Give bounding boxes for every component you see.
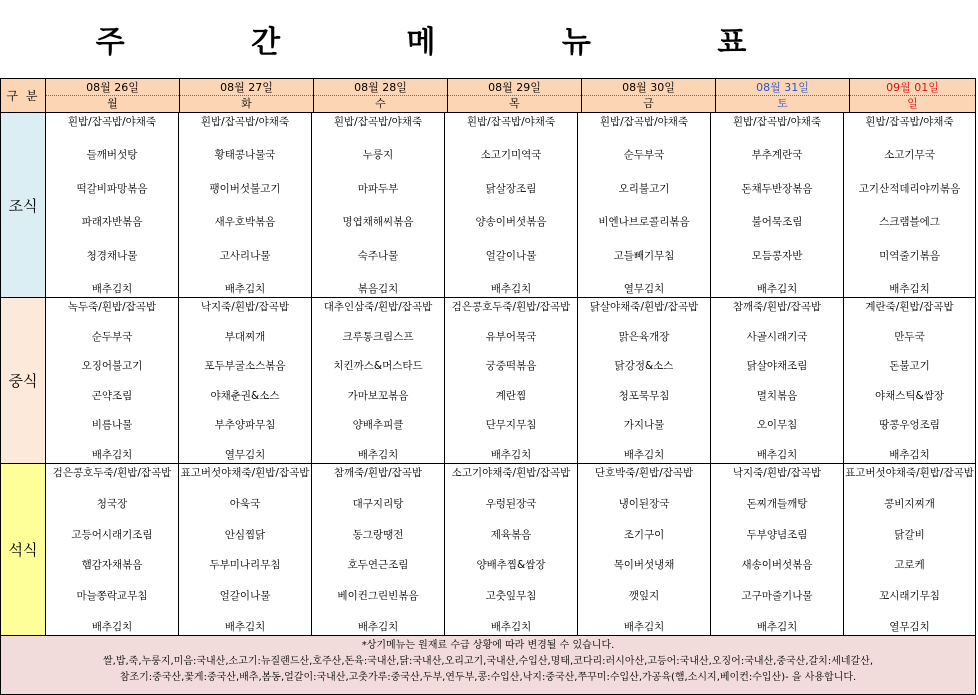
menu-item: 양배추피클 — [352, 419, 404, 432]
menu-item: 새우호박볶음 — [214, 216, 276, 229]
menu-item: 돈불고기 — [889, 360, 930, 373]
day-header-tue — [180, 79, 314, 112]
menu-cell — [179, 464, 312, 635]
footnote-line: 쌀,밥,죽,누룽지,미음:국내산,소고기:뉴질랜드산,호주산,돈육:국내산,닭:국내산,오리고기,국내산,수입산,명태,코다리:러시아산,고등어:국내산,오징어:국내산,중국산,갈치:세네갈산, — [102, 656, 874, 667]
menu-item: 오리불고기 — [618, 182, 670, 195]
menu-item: 불어묵조림 — [751, 216, 803, 229]
day-weekday: 화 — [241, 97, 252, 110]
day-date: 09월 01일 — [850, 80, 975, 96]
menu-item: 고로케 — [894, 559, 925, 572]
menu-item: 닭갈비 — [894, 528, 925, 541]
menu-item: 단무지무침 — [485, 419, 537, 432]
menu-item: 계란죽/흰밥/잡곡밥 — [865, 301, 954, 313]
menu-item: 들깨버섯탕 — [86, 149, 138, 162]
menu-item: 오이무침 — [756, 419, 798, 432]
day-header-wed — [314, 79, 448, 112]
meal-row-dinner — [1, 464, 975, 636]
day-header-sun — [850, 79, 975, 112]
menu-item: 닭살야채조림 — [746, 360, 808, 373]
menu-item: 닭살야채죽/흰밥/잡곡밥 — [589, 301, 699, 313]
menu-item: 배추김치 — [91, 448, 133, 461]
menu-item: 사골시래기국 — [746, 330, 808, 343]
menu-item: 단호박죽/흰밥/잡곡밥 — [594, 467, 694, 479]
menu-item: 맑은육개장 — [618, 330, 670, 343]
menu-cell — [711, 298, 844, 463]
menu-item: 마늘쫑락교무침 — [76, 590, 148, 603]
day-header-sat — [716, 79, 850, 112]
menu-item: 치킨까스&머스타드 — [333, 360, 423, 373]
menu-item: 부추양파무침 — [214, 419, 276, 432]
menu-item: 안심찜닭 — [224, 528, 266, 541]
table-header — [1, 79, 975, 113]
menu-item: 파래자반볶음 — [81, 216, 143, 229]
menu-item: 누룽지 — [362, 149, 394, 162]
menu-item: 배추김치 — [224, 620, 266, 633]
menu-item: 닭살장조림 — [485, 182, 537, 195]
menu-item: 궁중떡볶음 — [485, 360, 537, 373]
menu-item: 마파두부 — [357, 182, 399, 195]
day-date: 08월 26일 — [46, 80, 179, 96]
menu-item: 흰밥/잡곡밥/야채죽 — [333, 116, 423, 128]
day-date: 08월 28일 — [314, 80, 447, 96]
footnote — [1, 636, 975, 694]
menu-item: 고춧잎무침 — [485, 590, 537, 603]
menu-item: 부대찌개 — [224, 330, 266, 343]
menu-item: 떡갈비파망볶음 — [76, 182, 148, 195]
menu-cell — [445, 113, 578, 297]
menu-cell — [179, 298, 312, 463]
menu-cell — [312, 113, 445, 297]
menu-item: 배추김치 — [91, 620, 133, 633]
menu-item: 참깨죽/흰밥/잡곡밥 — [333, 467, 423, 479]
menu-item: 스크램블에그 — [879, 216, 940, 229]
menu-item: 두부미나리무침 — [209, 559, 281, 572]
menu-item: 모듬콩자반 — [751, 249, 803, 262]
menu-item: 황태콩나물국 — [214, 149, 276, 162]
day-header-thu — [448, 79, 582, 112]
menu-item: 팽이버섯불고기 — [209, 182, 281, 195]
menu-cell — [711, 464, 844, 635]
menu-item: 참깨죽/흰밥/잡곡밥 — [732, 301, 822, 313]
menu-item: 검은콩호두죽/흰밥/잡곡밥 — [52, 467, 172, 479]
menu-cell — [844, 298, 975, 463]
menu-item: 배추김치 — [756, 620, 798, 633]
day-date: 08월 29일 — [448, 80, 581, 96]
menu-item: 가지나물 — [623, 419, 665, 432]
menu-cell — [46, 298, 179, 463]
menu-item: 소고기무국 — [884, 149, 935, 162]
meal-row-breakfast — [1, 113, 975, 298]
menu-item: 열무김치 — [623, 282, 665, 295]
menu-item: 햄감자채볶음 — [81, 559, 143, 572]
menu-item: 표고버섯야채죽/흰밥/잡곡밥 — [180, 467, 310, 479]
day-date: 08월 30일 — [582, 80, 715, 96]
menu-item: 제육볶음 — [490, 528, 532, 541]
menu-item: 고사리나물 — [219, 249, 271, 262]
menu-item: 소고기미역국 — [480, 149, 542, 162]
menu-item: 흰밥/잡곡밥/야채죽 — [200, 116, 290, 128]
meal-row-lunch — [1, 298, 975, 464]
menu-item: 흰밥/잡곡밥/야채죽 — [67, 116, 157, 128]
menu-item: 얼갈이나물 — [485, 249, 537, 262]
day-header-mon — [46, 79, 180, 112]
menu-cell — [578, 464, 711, 635]
menu-item: 땅콩우엉조림 — [879, 419, 940, 432]
menu-item: 고들빼기무침 — [613, 249, 675, 262]
menu-item: 크루통크림스프 — [342, 330, 414, 343]
menu-item: 배추김치 — [623, 448, 665, 461]
day-date: 08월 31일 — [716, 80, 849, 96]
menu-item: 계란찜 — [495, 389, 527, 402]
menu-item: 비엔나브로콜리볶음 — [598, 216, 690, 229]
menu-item: 닭강정&소스 — [614, 360, 674, 373]
menu-item: 베이컨그린빈볶음 — [337, 590, 419, 603]
meal-label: 석식 — [1, 464, 46, 635]
menu-item: 청포묵무침 — [618, 389, 670, 402]
menu-item: 대구지리탕 — [352, 497, 404, 510]
menu-item: 오징어불고기 — [81, 360, 143, 373]
menu-item: 흰밥/잡곡밥/야채죽 — [865, 116, 954, 128]
menu-item: 볶음김치 — [357, 282, 399, 295]
menu-item: 유부어묵국 — [485, 330, 537, 343]
menu-cell — [46, 113, 179, 297]
menu-item: 흰밥/잡곡밥/야채죽 — [466, 116, 556, 128]
menu-item: 녹두죽/흰밥/잡곡밥 — [67, 301, 157, 313]
day-header-fri — [582, 79, 716, 112]
day-weekday: 월 — [107, 97, 118, 110]
menu-item: 청국장 — [96, 497, 128, 510]
menu-item: 목이버섯냉채 — [613, 559, 675, 572]
menu-item: 야채스틱&쌈장 — [874, 389, 945, 402]
menu-item: 순두부국 — [623, 149, 665, 162]
menu-item: 흰밥/잡곡밥/야채죽 — [599, 116, 689, 128]
menu-item: 낙지죽/흰밥/잡곡밥 — [200, 301, 290, 313]
menu-cell — [445, 464, 578, 635]
menu-item: 표고버섯야채죽/흰밥/잡곡밥 — [845, 467, 974, 479]
menu-cell — [578, 298, 711, 463]
menu-cell — [312, 464, 445, 635]
menu-cell — [179, 113, 312, 297]
menu-item: 얼갈이나물 — [219, 590, 271, 603]
menu-item: 양송이버섯볶음 — [475, 216, 547, 229]
menu-item: 동그랑땡전 — [352, 528, 404, 541]
menu-item: 조기구이 — [623, 528, 665, 541]
page-title: 주 간 메 뉴 표 — [95, 25, 805, 60]
menu-item: 배추김치 — [889, 448, 930, 461]
menu-cell — [445, 298, 578, 463]
menu-item: 배추김치 — [490, 448, 532, 461]
day-weekday: 목 — [509, 97, 520, 110]
menu-item: 가마보꼬볶음 — [347, 389, 409, 402]
menu-cell — [46, 464, 179, 635]
menu-item: 배추김치 — [357, 448, 399, 461]
menu-item: 배추김치 — [490, 620, 532, 633]
footnote-line: 참조기:중국산,꽃게:중국산,배추,봄동,얼갈이:국내산,고춧가루:중국산,두부,연두부,콩:수입산,낙지:중국산,쭈꾸미:수입산,가공육(햄,소시지,베이컨:수입산)- 을 사용합니다. — [119, 672, 857, 683]
menu-item: 흰밥/잡곡밥/야채죽 — [732, 116, 822, 128]
menu-item: 고등어시래기조림 — [71, 528, 153, 541]
menu-item: 대추인삼죽/흰밥/잡곡밥 — [323, 301, 433, 313]
menu-item: 배추김치 — [357, 620, 399, 633]
meal-label: 중식 — [1, 298, 46, 463]
menu-item: 열무김치 — [889, 620, 930, 633]
menu-item: 소고기야채죽/흰밥/잡곡밥 — [451, 467, 571, 479]
menu-item: 곤약조림 — [91, 389, 133, 402]
menu-item: 고기산적데리야끼볶음 — [858, 182, 961, 195]
menu-item: 돈찌개들깨탕 — [746, 497, 808, 510]
menu-item: 콩비지찌개 — [884, 497, 935, 510]
menu-item: 꼬시래기무침 — [879, 590, 940, 603]
day-weekday: 토 — [777, 97, 788, 110]
menu-item: 아욱국 — [229, 497, 261, 510]
day-weekday: 수 — [375, 97, 386, 110]
menu-item: 열무김치 — [224, 448, 266, 461]
day-date: 08월 27일 — [180, 80, 313, 96]
menu-item: 순두부국 — [91, 330, 133, 343]
menu-item: 비름나물 — [91, 419, 133, 432]
menu-item: 새송이버섯볶음 — [741, 559, 813, 572]
menu-item: 호두연근조림 — [347, 559, 409, 572]
menu-item: 고구마줄기나물 — [741, 590, 813, 603]
menu-cell — [312, 298, 445, 463]
menu-item: 야채춘권&소스 — [210, 389, 280, 402]
menu-item: 청경채나물 — [86, 249, 138, 262]
menu-item: 배추김치 — [756, 282, 798, 295]
menu-item: 배추김치 — [756, 448, 798, 461]
menu-item: 만두국 — [894, 330, 925, 343]
menu-cell — [711, 113, 844, 297]
menu-cell — [578, 113, 711, 297]
menu-item: 깻잎지 — [628, 590, 660, 603]
menu-item: 배추김치 — [224, 282, 266, 295]
menu-item: 낙지죽/흰밥/잡곡밥 — [732, 467, 822, 479]
menu-item: 배추김치 — [91, 282, 133, 295]
menu-item: 미역줄기볶음 — [879, 249, 940, 262]
day-weekday: 일 — [907, 97, 918, 110]
menu-item: 배추김치 — [623, 620, 665, 633]
menu-item: 양배추찜&쌈장 — [476, 559, 546, 572]
menu-item: 배추김치 — [889, 282, 930, 295]
menu-item: 부추계란국 — [751, 149, 803, 162]
gubun-header: 구 분 — [1, 79, 46, 112]
menu-item: 돈채두반장볶음 — [741, 182, 813, 195]
menu-item: 포두부굴소스볶음 — [204, 360, 286, 373]
menu-cell — [844, 464, 975, 635]
menu-item: 배추김치 — [490, 282, 532, 295]
menu-cell — [844, 113, 975, 297]
menu-table — [0, 78, 976, 695]
menu-item: 두부양념조림 — [746, 528, 808, 541]
footnote-line: *상기메뉴는 원재료 수급 상황에 따라 변경될 수 있습니다. — [361, 640, 615, 651]
menu-item: 냉이된장국 — [618, 497, 670, 510]
menu-item: 숙주나물 — [357, 249, 399, 262]
menu-item: 검은콩호두죽/흰밥/잡곡밥 — [451, 301, 571, 313]
menu-item: 명엽채해씨볶음 — [342, 216, 414, 229]
menu-item: 멸치볶음 — [756, 389, 798, 402]
day-weekday: 금 — [643, 97, 654, 110]
meal-label: 조식 — [1, 113, 46, 297]
menu-item: 우렁된장국 — [485, 497, 537, 510]
